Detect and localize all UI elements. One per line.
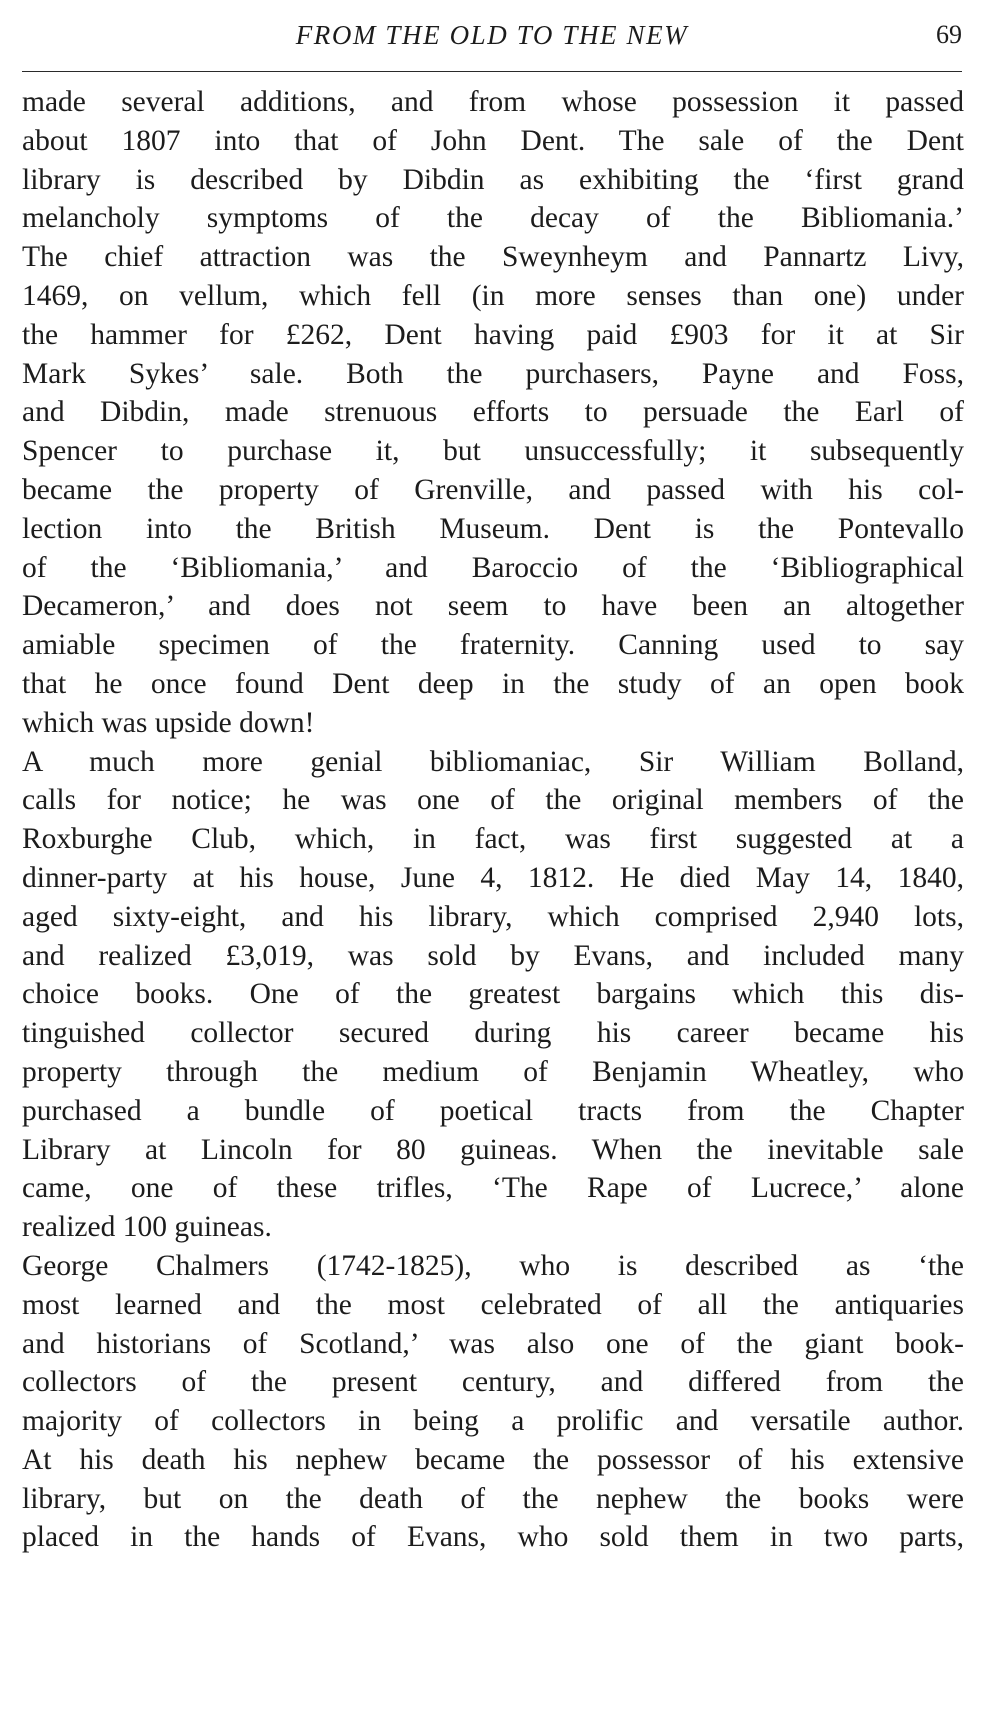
text-line: most learned and the most celebrated of all the antiquaries — [22, 1288, 964, 1321]
text-line: lection into the British Museum. Dent is the Pontevallo — [22, 512, 964, 545]
text-line: At his death his nephew became the possessor of his extensive — [22, 1443, 964, 1476]
header-rule — [22, 71, 962, 72]
text-line: aged sixty-eight, and his library, which comprised 2,940 lots, — [22, 900, 964, 933]
text-line: and realized £3,019, was sold by Evans, and included many — [22, 939, 964, 972]
text-line: of the ‘Bibliomania,’ and Baroccio of the ‘Bibliographical — [22, 551, 964, 584]
text-line: majority of collectors in being a prolific and versatile author. — [22, 1405, 964, 1438]
body-text — [22, 83, 964, 1557]
text-line: amiable specimen of the fraternity. Canning used to say — [22, 629, 964, 662]
paragraph-start-line: George Chalmers (1742-1825), who is described as ‘the — [22, 1249, 964, 1282]
text-line: The chief attraction was the Sweynheym and Pannartz Livy, — [22, 241, 964, 274]
text-line: came, one of these trifles, ‘The Rape of Lucrece,’ alone — [22, 1172, 964, 1205]
text-line: placed in the hands of Evans, who sold them in two parts, — [22, 1521, 964, 1554]
paragraph-end-line: which was upside down! — [22, 706, 315, 739]
text-line: melancholy symptoms of the decay of the Bibliomania.’ — [22, 202, 964, 235]
text-line: made several additions, and from whose possession it passed — [22, 86, 964, 118]
text-line: library, but on the death of the nephew the books were — [22, 1482, 964, 1515]
text-line: property through the medium of Benjamin Wheatley, who — [22, 1055, 964, 1088]
text-line: Library at Lincoln for 80 guineas. When the inevitable sale — [22, 1133, 964, 1166]
text-line: and historians of Scotland,’ was also one of the giant book- — [22, 1327, 964, 1360]
text-line: about 1807 into that of John Dent. The sale of the Dent — [22, 124, 964, 157]
paragraph-start-line: A much more genial bibliomaniac, Sir William Bolland, — [22, 745, 964, 778]
text-line: that he once found Dent deep in the study of an open book — [22, 667, 964, 700]
text-line: choice books. One of the greatest bargains which this dis- — [22, 978, 964, 1011]
running-header — [22, 14, 962, 54]
text-line: purchased a bundle of poetical tracts from the Chapter — [22, 1094, 964, 1127]
text-line: Decameron,’ and does not seem to have been an altogether — [22, 590, 964, 623]
page-number: 69 — [936, 20, 962, 49]
text-line: Spencer to purchase it, but unsuccessfully; it subsequently — [22, 435, 964, 468]
text-line: calls for notice; he was one of the original members of the — [22, 784, 964, 817]
text-line: 1469, on vellum, which fell (in more senses than one) under — [22, 279, 964, 312]
text-line: library is described by Dibdin as exhibiting the ‘first grand — [22, 163, 964, 196]
running-title: FROM THE OLD TO THE NEW — [295, 20, 689, 50]
text-line: the hammer for £262, Dent having paid £903 for it at Sir — [22, 318, 964, 351]
text-line: collectors of the present century, and differed from the — [22, 1366, 964, 1399]
text-line: dinner-party at his house, June 4, 1812. He died May 14, 1840, — [22, 861, 964, 894]
text-line: Roxburghe Club, which, in fact, was first suggested at a — [22, 823, 964, 856]
text-line: became the property of Grenville, and passed with his col- — [22, 473, 964, 506]
text-line: tinguished collector secured during his career became his — [22, 1017, 964, 1050]
text-line: Mark Sykes’ sale. Both the purchasers, Payne and Foss, — [22, 357, 964, 390]
paragraph-end-line: realized 100 guineas. — [22, 1211, 272, 1244]
text-line: and Dibdin, made strenuous efforts to persuade the Earl of — [22, 396, 964, 429]
